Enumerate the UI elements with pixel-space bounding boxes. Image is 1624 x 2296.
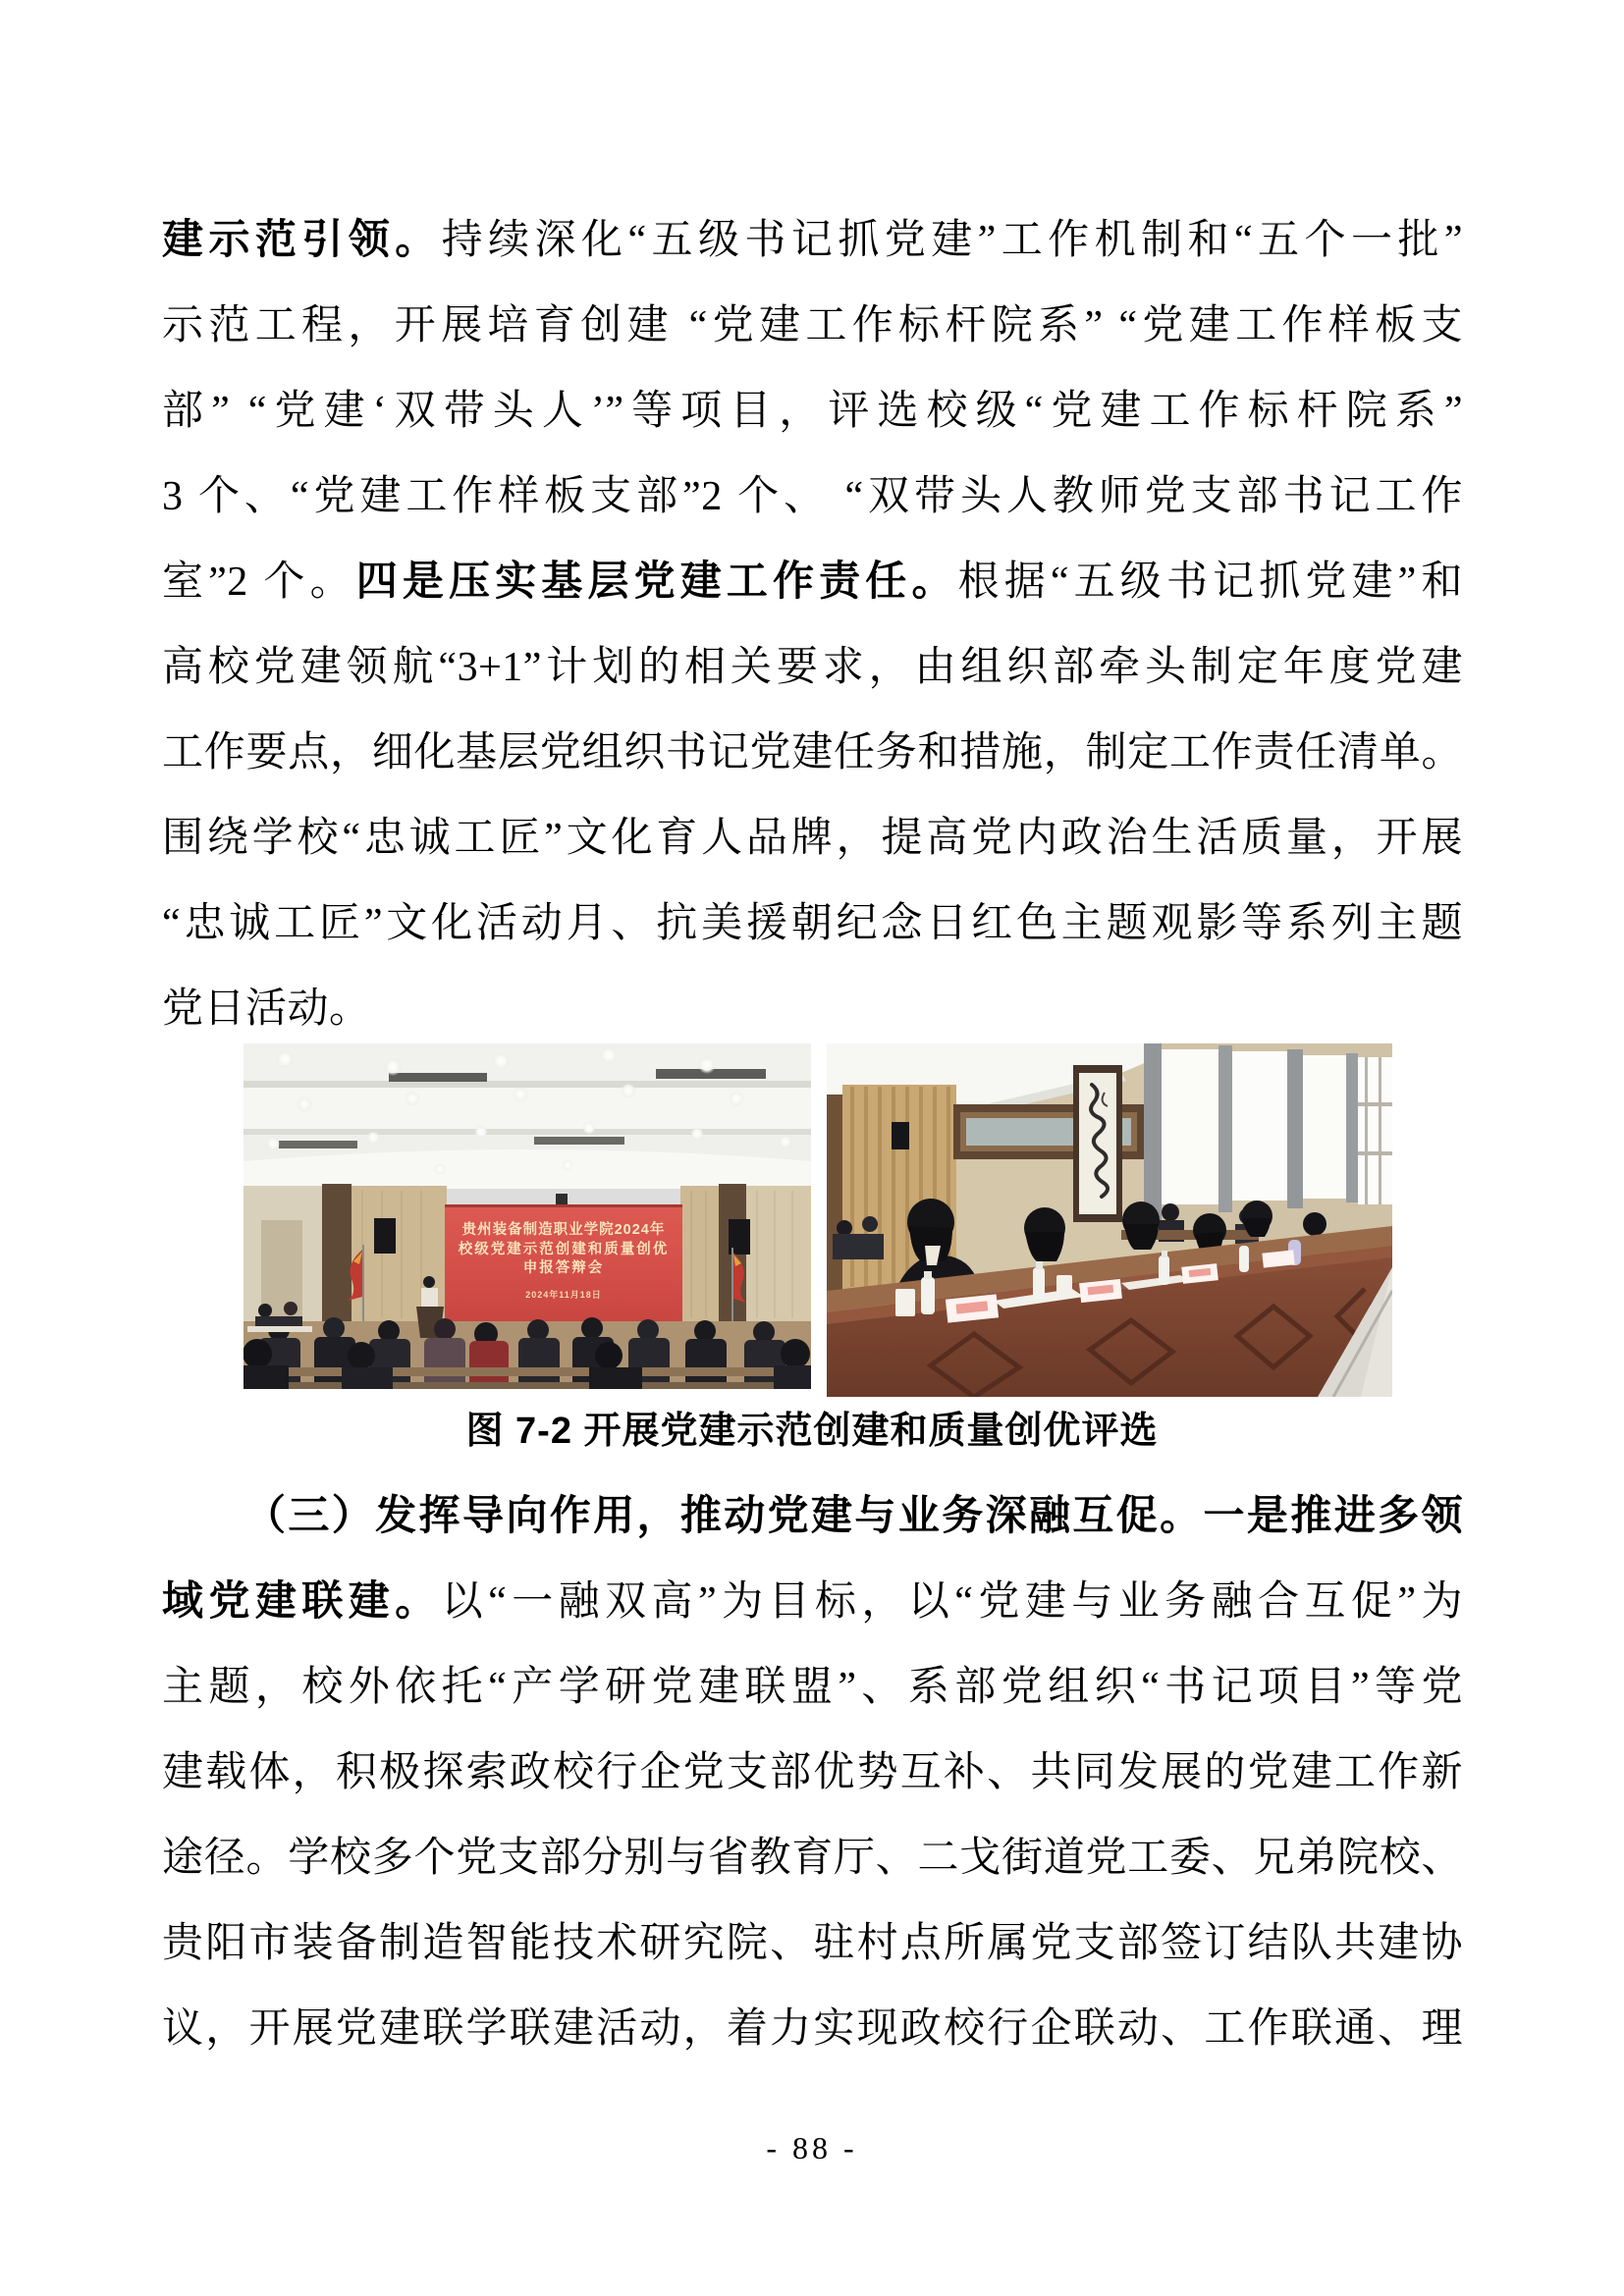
text-segment: 建载体，积极探索政校行企党支部优势互补、共同发展的党建工作新 (162, 1750, 1463, 1795)
text-segment: 以“一融双高”为目标，以“党建与业务融合互促”为 (441, 1579, 1463, 1625)
text-line (162, 881, 1463, 967)
paragraph-party-building-demonstration (162, 198, 1463, 1052)
text-segment: “忠诚工匠”文化活动月、抗美援朝纪念日红色主题观影等系列主题 (162, 901, 1463, 946)
text-segment: 示范工程，开展培育创建 “党建工作标杆院系” “党建工作样板支 (162, 303, 1463, 348)
photo-review-panel-table (827, 1043, 1392, 1397)
bold-text-segment: 四是压实基层党建工作责任。 (355, 560, 958, 605)
text-line (162, 198, 1463, 284)
text-line (162, 1474, 1463, 1560)
text-line (162, 796, 1463, 881)
text-segment: 室”2 个。 (162, 560, 356, 605)
text-segment: 根据“五级书记抓党建”和 (957, 560, 1463, 605)
text-line (162, 967, 1463, 1052)
text-line (162, 1560, 1463, 1645)
conference-hall-scene (244, 1043, 811, 1389)
banner-title-line-1: 贵州装备制造职业学院2024年 (461, 1222, 666, 1238)
banner-date: 2024年11月18日 (525, 1290, 602, 1300)
text-line (162, 1645, 1463, 1731)
bold-text-segment: 建示范引领。 (162, 218, 442, 263)
text-segment: 议，开展党建联学联建活动，着力实现政校行企联动、工作联通、理 (162, 2006, 1463, 2052)
figure-caption: 图 7-2 开展党建示范创建和质量创优评选 (465, 1411, 1159, 1452)
banner-title-line-2: 校级党建示范创建和质量创优 (458, 1242, 670, 1257)
text-line (162, 284, 1463, 369)
paragraph-party-business-integration (162, 1474, 1463, 2072)
text-segment: 部” “党建‘双带头人’”等项目，评选校级“党建工作标杆院系” (162, 389, 1463, 434)
text-line (162, 369, 1463, 454)
text-line (162, 1987, 1463, 2072)
text-segment: 工作要点，细化基层党组织书记党建任务和措施，制定工作责任清单。 (162, 730, 1463, 775)
text-line (162, 1816, 1463, 1901)
speaker-box (892, 1122, 909, 1149)
text-line (162, 1901, 1463, 1987)
text-segment: 3 个、“党建工作样板支部”2 个、 “双带头人教师党支部书记工作 (162, 474, 1463, 519)
text-line (162, 540, 1463, 625)
text-segment: 持续深化“五级书记抓党建”工作机制和“五个一批” (441, 218, 1463, 263)
bold-text-segment: 域党建联建。 (162, 1579, 442, 1625)
red-banner-screen (445, 1194, 682, 1321)
calligraphy-artwork (1073, 1065, 1122, 1222)
text-segment: 党日活动。 (162, 987, 371, 1032)
text-line (162, 1731, 1463, 1816)
text-line (162, 711, 1463, 796)
bold-text-segment: （三）发挥导向作用，推动党建与业务深融互促。一是推进多领 (244, 1494, 1463, 1539)
photo-conference-hall-red-banner (244, 1043, 811, 1389)
text-segment: 主题，校外依托“产学研党建联盟”、系部党组织“书记项目”等党 (162, 1665, 1463, 1710)
text-segment: 贵阳市装备制造智能技术研究院、驻村点所属党支部签订结队共建协 (162, 1921, 1463, 1966)
text-segment: 围绕学校“忠诚工匠”文化育人品牌，提高党内政治生活质量，开展 (162, 816, 1463, 861)
banner-title-line-3: 申报答辩会 (522, 1260, 605, 1276)
text-line (162, 625, 1463, 711)
ceiling (244, 1043, 811, 1189)
text-segment: 高校党建领航“3+1”计划的相关要求，由组织部牵头制定年度党建 (162, 645, 1463, 690)
text-line (162, 454, 1463, 540)
meeting-room-scene (827, 1043, 1392, 1397)
speaker-box-left (374, 1218, 396, 1254)
page-number: - 88 - (766, 2130, 858, 2165)
text-segment: 途径。学校多个党支部分别与省教育厅、二戈街道党工委、兄弟院校、 (162, 1836, 1463, 1881)
